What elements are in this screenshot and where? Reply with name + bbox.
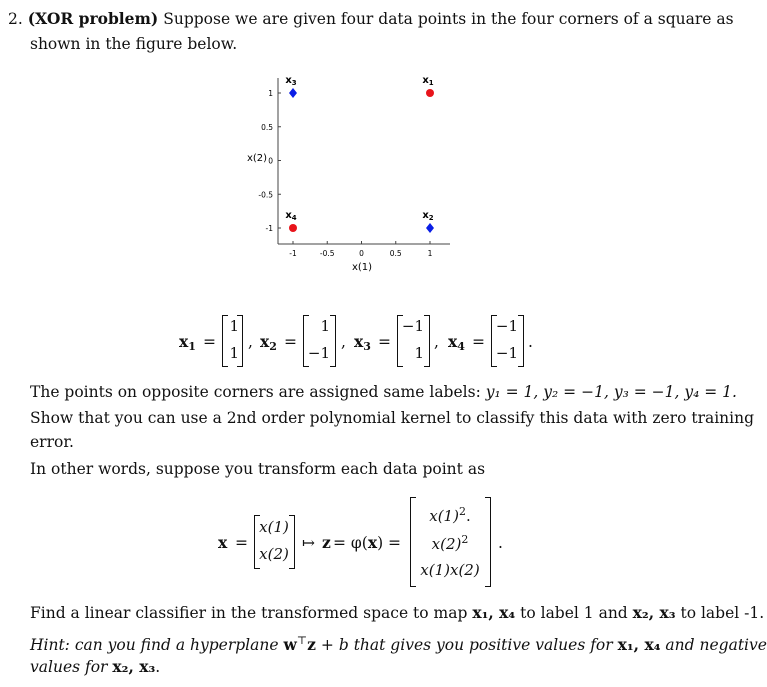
final-text-c: to label 1 and: [520, 604, 628, 622]
y-axis-label: x(2): [246, 153, 268, 164]
problem-intro-text: Suppose we are given four data points in the four corners of a square as: [163, 10, 734, 28]
y-tick-label: 1: [268, 89, 273, 98]
x2-equals: =: [284, 333, 297, 351]
transform-lhs: x: [218, 533, 228, 552]
y-tick-label: 0.5: [261, 122, 273, 132]
point-x3: [289, 88, 297, 98]
point-x4: [289, 224, 297, 232]
phi-expression: = φ(x) =: [333, 533, 402, 552]
xor-scatter-figure: [240, 68, 500, 282]
zvec-row2: $x(2)^2$: [431, 533, 469, 553]
x3-top: −1: [401, 317, 424, 335]
final-line: [30, 602, 764, 624]
problem-intro-line2: shown in the figure below.: [30, 35, 238, 53]
xvec-bottom: x(2): [259, 545, 289, 563]
point-label-x3: $x_3$: [285, 75, 297, 87]
y-tick-label: -1: [265, 224, 273, 233]
transform-intro: In other words, suppose you transform each data point as: [30, 460, 486, 478]
label-y2: y₂ = −1,: [543, 383, 609, 401]
x4-right-bracket: [518, 315, 524, 367]
x3-bottom: 1: [414, 344, 424, 362]
x2-top: 1: [320, 317, 330, 335]
hint-b: + b: [320, 636, 349, 654]
hint-text-3: and negative: [665, 636, 767, 654]
zvec-right-bracket: [485, 497, 491, 587]
x-tick-label: 1: [427, 249, 433, 258]
x1-top: 1: [229, 317, 239, 335]
hint-line-2: [30, 656, 160, 678]
comma-2: ,: [341, 333, 346, 351]
point-label-sub: 4: [291, 214, 297, 222]
x1-name: $x_1$: [179, 332, 196, 353]
x3-name: $x_3$: [354, 332, 371, 353]
x4-top: −1: [495, 317, 518, 335]
point-label-x4: $x_4$: [285, 210, 297, 222]
x-tick-label: -0.5: [319, 249, 335, 258]
hint-z: z: [307, 635, 316, 654]
hint-line: [30, 630, 767, 656]
error-line: error.: [30, 433, 74, 451]
x-axis-label: x(1): [351, 262, 373, 273]
labels-line: [30, 381, 737, 403]
comma-3: ,: [434, 333, 439, 351]
xvec-right-bracket: [289, 515, 295, 569]
problem-intro: [8, 8, 734, 30]
x-tick-label: -1: [289, 249, 297, 258]
x4-name: $x_4$: [448, 332, 465, 353]
mapsto: ↦: [302, 534, 315, 552]
final-text-a: Find a linear classifier in the transformed space to map: [30, 604, 468, 622]
hint-x14: x₁, x₄: [617, 635, 661, 654]
x2-right-bracket: [330, 315, 336, 367]
comma-1: ,: [248, 333, 253, 351]
x2-name: $x_2$: [260, 332, 277, 353]
transform-eq: =: [235, 534, 248, 552]
final-x23: x₂, x₃: [632, 603, 676, 622]
vectors-period: .: [528, 333, 533, 351]
data-points: [285, 75, 434, 233]
problem-title: (XOR problem): [27, 9, 159, 28]
label-y3: y₃ = −1,: [613, 383, 680, 401]
hint-text-1: Hint: can you find a hyperplane: [30, 636, 279, 654]
xvec-top: x(1): [259, 518, 289, 536]
final-text-e: to label -1.: [680, 604, 765, 622]
point-label-sub: 1: [428, 79, 434, 87]
labels-text: The points on opposite corners are assigned same labels:: [30, 383, 481, 401]
zvec-row3: x(1)x(2): [420, 561, 480, 579]
point-label-x2: $x_2$: [422, 210, 434, 222]
transform-period: .: [498, 534, 503, 552]
x2-bottom: −1: [307, 344, 330, 362]
x4-equals: =: [472, 333, 485, 351]
hint-text-4: values for: [30, 658, 108, 676]
hint-w: w⊤: [283, 634, 308, 654]
hint-text-2: that gives you positive values for: [353, 636, 613, 654]
x1-right-bracket: [237, 315, 243, 367]
hint-x23: x₂, x₃: [112, 657, 156, 676]
point-label-sub: 2: [428, 214, 434, 222]
point-x1: [426, 89, 434, 97]
x3-right-bracket: [424, 315, 430, 367]
x-tick-label: 0: [359, 249, 364, 258]
hint-end: .: [155, 658, 161, 676]
y-tick-label: 0: [268, 156, 273, 166]
zvec-row1: $x(1)^2$.: [429, 505, 471, 525]
point-label-x1: $x_1$: [422, 75, 434, 87]
z-symbol: z: [322, 533, 331, 552]
y-tick-label: -0.5: [258, 190, 273, 200]
x-tick-label: 0.5: [389, 249, 402, 258]
final-x14: x₁, x₄: [472, 603, 516, 622]
x1-equals: =: [203, 333, 216, 351]
problem-number: 2.: [8, 10, 23, 28]
x1-bottom: 1: [229, 344, 239, 362]
x3-equals: =: [378, 333, 391, 351]
point-label-sub: 3: [291, 79, 297, 87]
label-y1: y₁ = 1,: [485, 383, 539, 401]
x4-bottom: −1: [495, 344, 518, 362]
kernel-line: Show that you can use a 2nd order polynomial kernel to classify this data with zero training: [30, 409, 755, 427]
label-y4: y₄ = 1.: [684, 383, 737, 401]
point-x2: [426, 223, 434, 233]
